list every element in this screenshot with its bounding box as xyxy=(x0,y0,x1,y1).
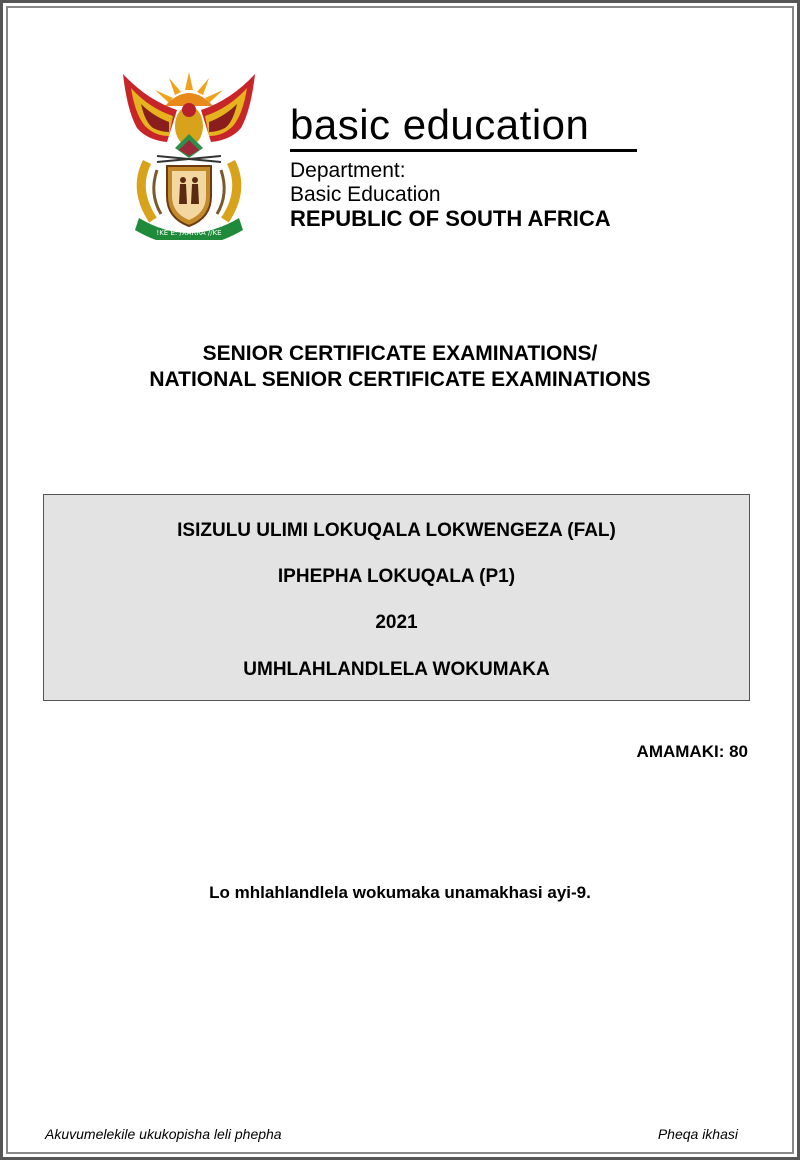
department-label: Department: xyxy=(290,159,406,182)
exam-title-line-2: NATIONAL SENIOR CERTIFICATE EXAMINATIONS xyxy=(149,368,651,391)
country-name: REPUBLIC OF SOUTH AFRICA xyxy=(290,206,611,231)
logo-underline xyxy=(290,149,637,152)
turn-page-note: Pheqa ikhasi xyxy=(657,1126,738,1142)
department-name: Basic Education xyxy=(290,183,441,206)
paper-name: IPHEPHA LOKUQALA (P1) xyxy=(277,566,516,587)
subject-name: ISIZULU ULIMI LOKUQALA LOKWENGEZA (FAL) xyxy=(177,520,616,541)
crest-motto: !KE E: /XARRA //KE xyxy=(156,229,222,237)
total-marks: AMAMAKI: 80 xyxy=(636,742,748,761)
exam-title-line-1: SENIOR CERTIFICATE EXAMINATIONS/ xyxy=(202,342,598,365)
document-type: UMHLAHLANDLELA WOKUMAKA xyxy=(243,659,550,680)
copyright-notice: Akuvumelekile ukukopisha leli phepha xyxy=(45,1126,282,1142)
coat-of-arms-icon xyxy=(117,70,261,240)
exam-year: 2021 xyxy=(375,612,418,633)
subject-box xyxy=(43,494,750,701)
page-count-note: Lo mhlahlandlela wokumaka unamakhasi ayi-9. xyxy=(209,883,591,902)
logo-text: basic education xyxy=(290,101,590,148)
